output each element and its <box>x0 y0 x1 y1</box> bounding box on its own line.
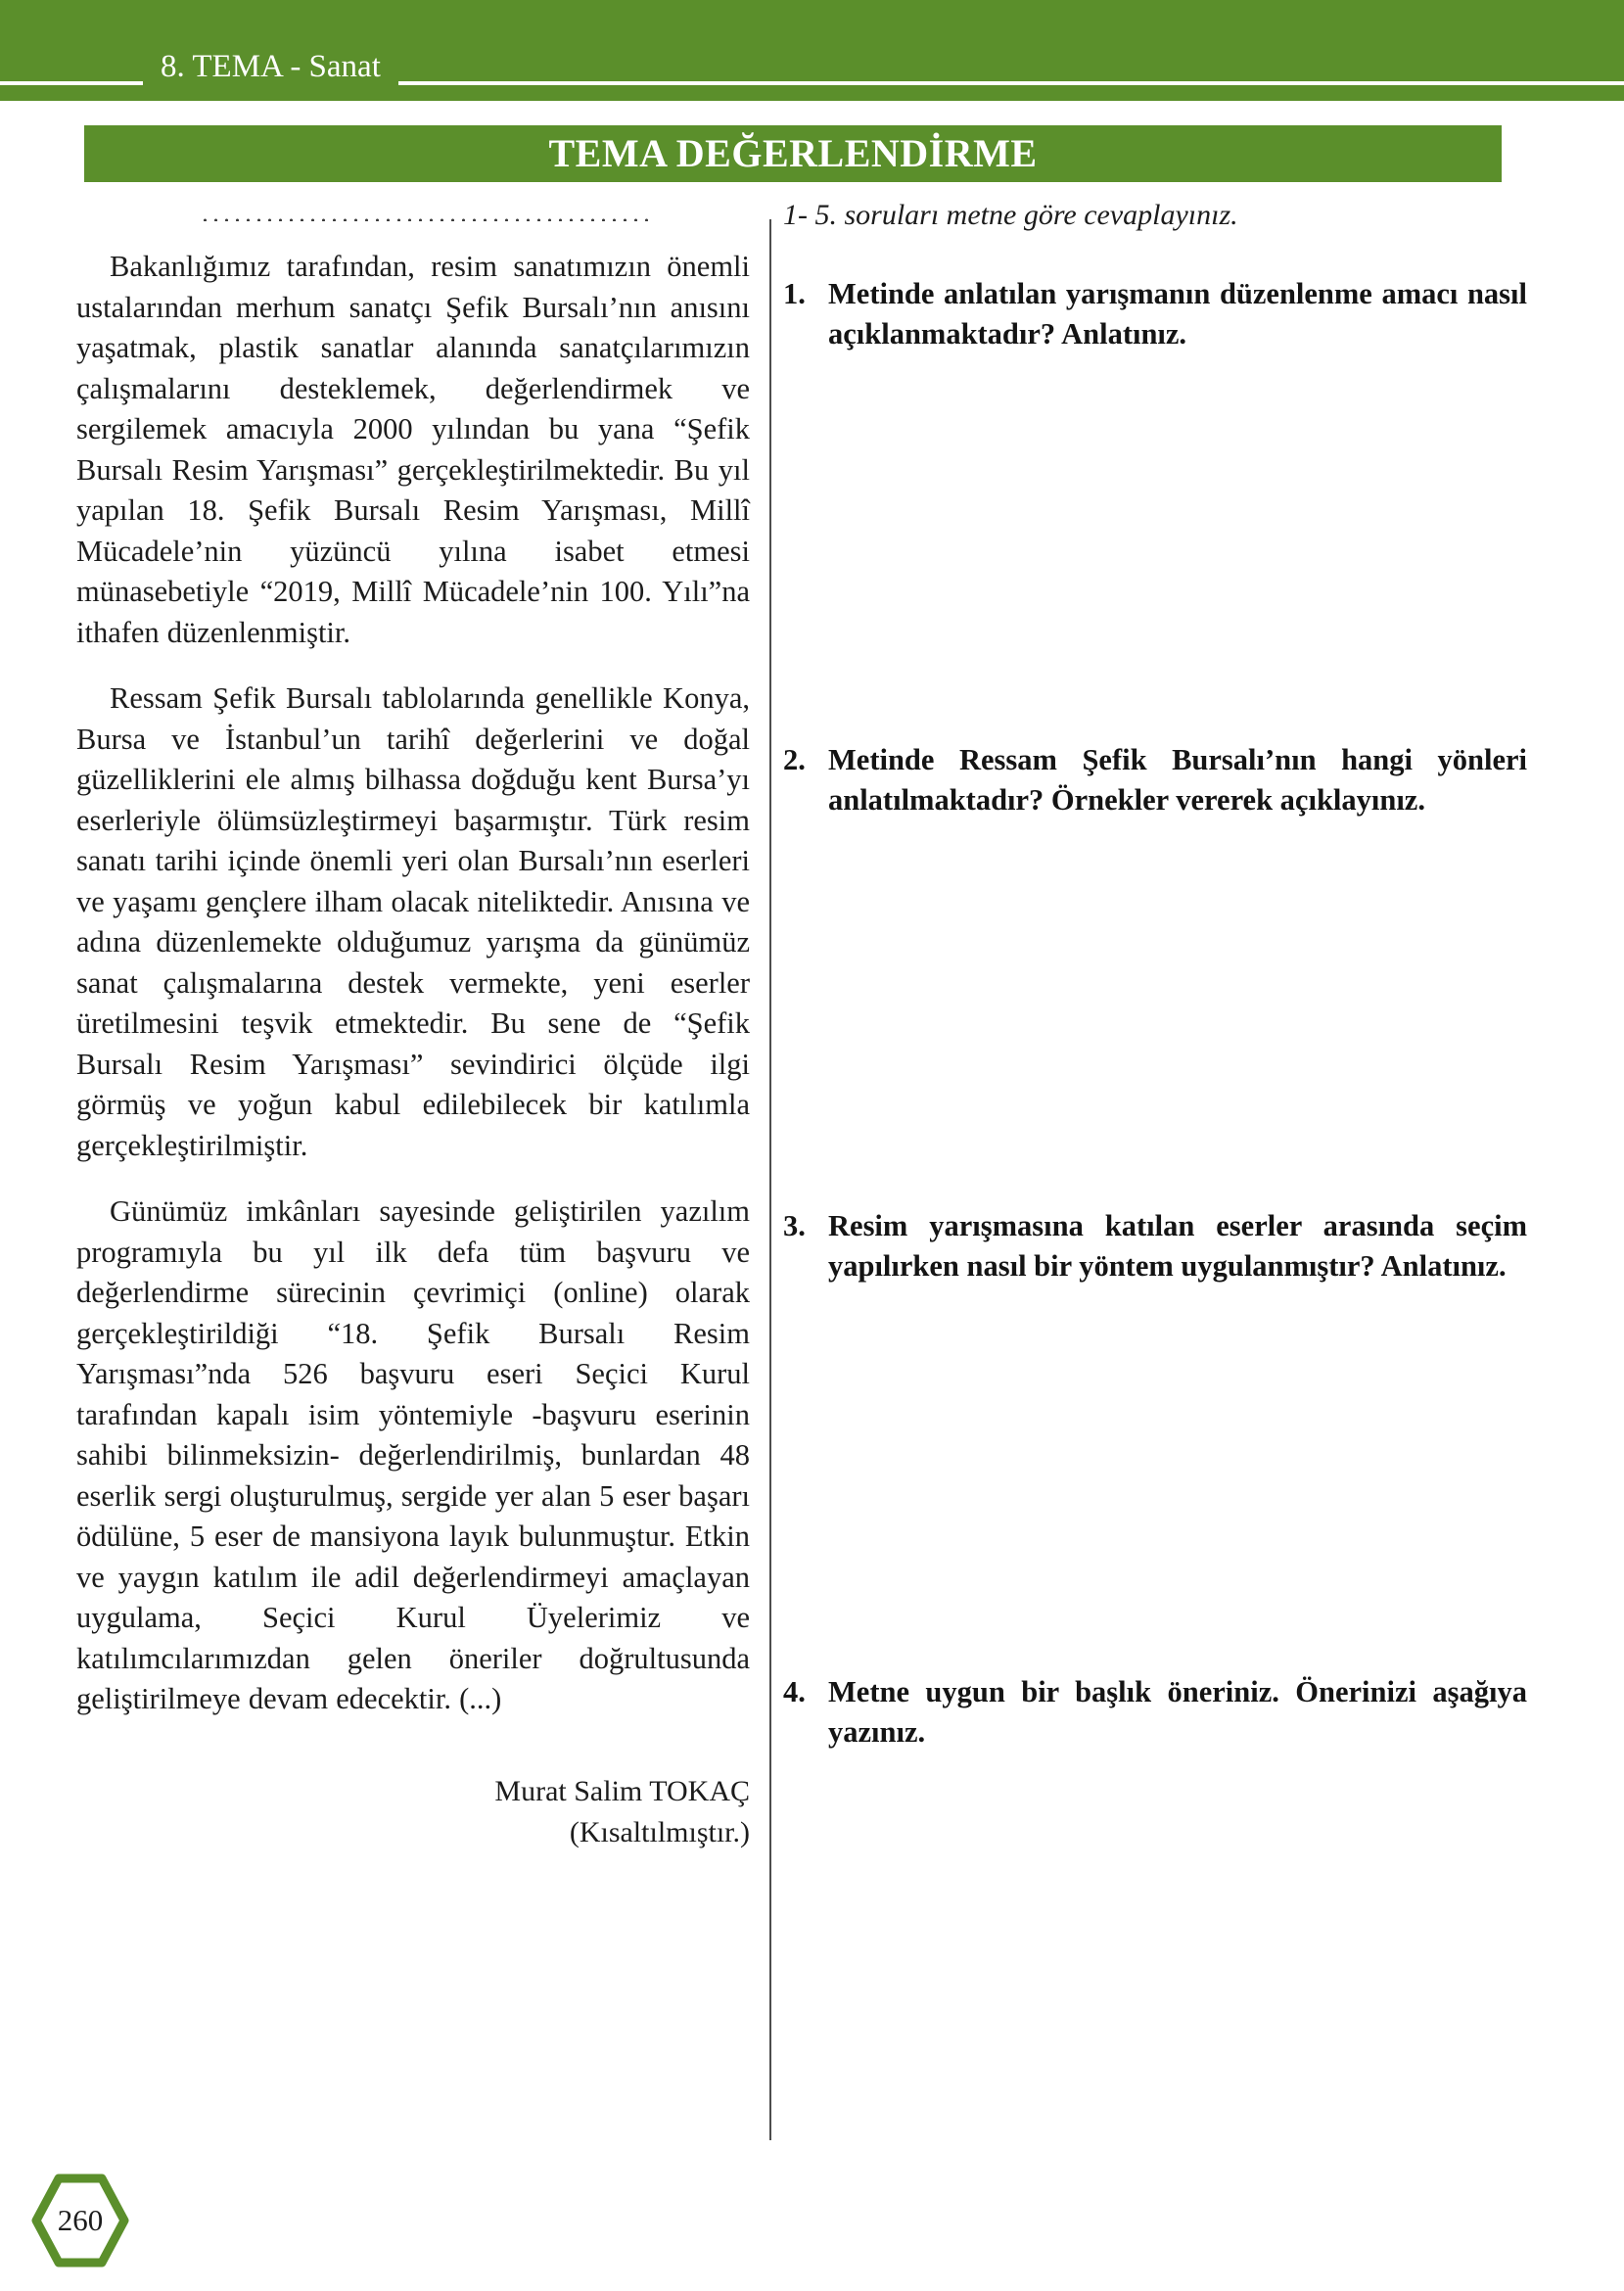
answer-line[interactable] <box>783 1591 1527 1633</box>
answer-line[interactable] <box>783 575 1527 617</box>
answer-line[interactable] <box>783 364 1527 406</box>
question-1-number: 1. <box>783 277 806 310</box>
page-title: TEMA DEĞERLENDİRME <box>548 131 1038 175</box>
answer-line[interactable] <box>783 448 1527 491</box>
answer-line[interactable] <box>783 830 1527 872</box>
answer-line[interactable] <box>783 1762 1527 1804</box>
answer-line[interactable] <box>783 957 1527 999</box>
answer-line[interactable] <box>783 533 1527 575</box>
reading-paragraph-1: Bakanlığımız tarafından, resim sanatımızın önemli ustalarından merhum sanatçı Şefik Bursalı’nın anısını yaşatmak, plastik sanatlar alanında sanatçılarımızın çalışmalarını desteklemek, değerlendirmek ve sergilemek amacıyla 2000 yılından bu yana “Şefik Bursalı Resim Yarışması” gerçekleştirilmektedir. Bu yıl yapılan 18. Şefik Bursalı Resim Yarışması, Millî Mücadele’nin yüzüncü yılına isabet etmesi münasebetiyle “2019, Millî Mücadele’nin 100. Yılı”na ithafen düzenlenmiştir. <box>76 250 750 649</box>
page-title-bar <box>84 125 1502 182</box>
question-4-text: Metne uygun bir başlık öneriniz. Önerinizi aşağıya yazınız. <box>828 1675 1527 1749</box>
author-name: Murat Salim TOKAÇ <box>494 1774 750 1807</box>
question-item-2 <box>783 740 1527 1167</box>
reading-column <box>76 196 750 1853</box>
question-4-number: 4. <box>783 1675 806 1708</box>
answer-field-1[interactable] <box>783 364 1527 701</box>
answer-field-2[interactable] <box>783 830 1527 1167</box>
answer-line[interactable] <box>783 1549 1527 1591</box>
answer-line[interactable] <box>783 1083 1527 1125</box>
page-number-badge <box>31 2172 129 2269</box>
questions-column <box>783 196 1527 1847</box>
question-1-heading <box>783 274 1527 354</box>
abridged-note: (Kısaltılmıştır.) <box>569 1815 750 1848</box>
answer-line[interactable] <box>783 406 1527 448</box>
question-3-text: Resim yarışmasına katılan eserler arasında seçim yapılırken nasıl bir yöntem uygulanmıştır? Anlatınız. <box>828 1209 1527 1283</box>
question-2-text: Metinde Ressam Şefik Bursalı’nın hangi yönleri anlatılmaktadır? Örnekler vererek açıklayınız. <box>828 743 1527 817</box>
question-item-3 <box>783 1206 1527 1633</box>
answer-line[interactable] <box>783 1125 1527 1167</box>
answer-line[interactable] <box>783 1423 1527 1465</box>
answer-line[interactable] <box>783 617 1527 659</box>
answer-line[interactable] <box>783 999 1527 1041</box>
answer-line[interactable] <box>783 1507 1527 1549</box>
page-number: 260 <box>57 2203 104 2237</box>
answer-line[interactable] <box>783 491 1527 533</box>
questions-instruction: 1- 5. soruları metne göre cevaplayınız. <box>783 199 1238 231</box>
theme-label: 8. TEMA - Sanat <box>143 46 398 87</box>
question-2-number: 2. <box>783 743 806 776</box>
answer-line[interactable] <box>783 1296 1527 1338</box>
reading-paragraph-3: Günümüz imkânları sayesinde geliştirilen yazılım programıyla bu yıl ilk defa tüm başvuru ve değerlendirme sürecinin çevrimiçi (online) olarak gerçekleştirildiği “18. Şefik Bursalı Resim Yarışması”nda 526 başvuru eseri Seçici Kurul tarafından kapalı isim yöntemiyle -başvuru eserinin sahibi bilinmeksizin- değerlendirilmiş, bunlardan 48 eserlik sergi oluşturulmuş, sergide yer alan 5 eser başarı ödülüne, 5 eser de mansiyona layık bulunmuştur. Etkin ve yaygın katılım ile adil değerlendirmeyi amaçlayan uygulama, Seçici Kurul Üyelerimiz ve katılımcılarımızdan gelen öneriler doğrultusunda geliştirilmeye devam edecektir. (...) <box>76 1194 750 1715</box>
question-item-4 <box>783 1672 1527 1847</box>
question-4-heading <box>783 1672 1527 1753</box>
answer-line[interactable] <box>783 1380 1527 1423</box>
question-3-heading <box>783 1206 1527 1286</box>
content-columns <box>0 196 1624 2144</box>
answer-line[interactable] <box>783 1804 1527 1847</box>
decorative-dotted-rule <box>200 208 650 221</box>
answer-field-3[interactable] <box>783 1296 1527 1633</box>
answer-field-4[interactable] <box>783 1762 1527 1847</box>
answer-line[interactable] <box>783 1338 1527 1380</box>
question-1-text: Metinde anlatılan yarışmanın düzenlenme amacı nasıl açıklanmaktadır? Anlatınız. <box>828 277 1527 351</box>
attribution <box>76 1771 750 1853</box>
answer-line[interactable] <box>783 659 1527 701</box>
answer-line[interactable] <box>783 872 1527 914</box>
question-2-heading <box>783 740 1527 820</box>
reading-paragraph-2: Ressam Şefik Bursalı tablolarında genellikle Konya, Bursa ve İstanbul’un tarihî değerlerini ve doğal güzelliklerini ele almış bilhassa doğduğu kent Bursa’yı eserleriyle ölümsüzleştirmeyi başarmıştır. Türk resim sanatı tarihi içinde önemli yeri olan Bursalı’nın eserleri ve yaşamı gençlere ilham olacak niteliktedir. Anısına ve adına düzenlemekte olduğumuz yarışma da günümüz sanat çalışmalarına destek vermekte, yeni eserler üretilmesini teşvik etmektedir. Bu sene de “Şefik Bursalı Resim Yarışması” sevindirici ölçüde ilgi görmüş ve yoğun kabul edilebilecek bir katılımla gerçekleştirilmiştir. <box>76 681 750 1162</box>
answer-line[interactable] <box>783 914 1527 957</box>
column-divider <box>769 219 771 2140</box>
answer-line[interactable] <box>783 1465 1527 1507</box>
question-item-1 <box>783 274 1527 701</box>
answer-line[interactable] <box>783 1041 1527 1083</box>
question-3-number: 3. <box>783 1209 806 1242</box>
